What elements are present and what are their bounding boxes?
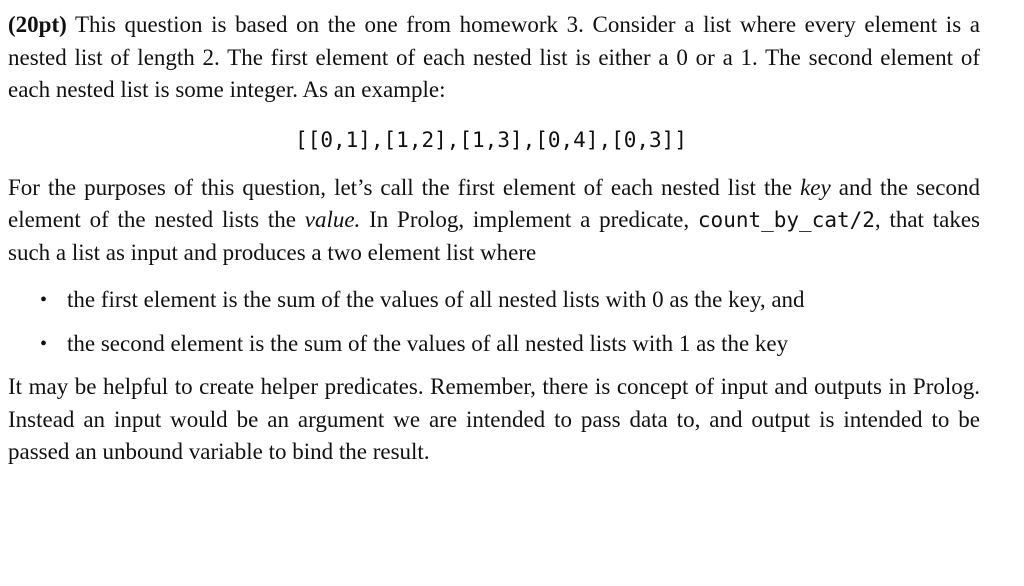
definition-text-2: and the second element of the nested lists the — [8, 174, 980, 232]
list-item — [8, 328, 980, 361]
intro-text: This question is based on the one from homework 3. Consider a list where every element is a nested list of length 2. The first element of each nested list is either a 0 or a 1. The second element of each nested list is some integer. As an example: — [8, 12, 980, 102]
definition-text-1: For the purposes of this question, let’s call the first element of each nested list the — [8, 174, 801, 200]
bullet-icon: • — [40, 289, 48, 311]
list-item-text: the second element is the sum of the values of all nested lists with 1 as the key — [67, 330, 789, 356]
list-item-text: the first element is the sum of the values of all nested lists with 0 as the key, and — [67, 287, 805, 312]
requirements-list — [8, 284, 980, 360]
points-label: (20pt) — [8, 12, 67, 37]
value-term: value. — [304, 207, 361, 232]
definition-text-3: In Prolog, implement a predicate, — [360, 207, 698, 232]
definition-paragraph — [8, 172, 980, 270]
definition-text-4: , that takes such a list as input and produces a two element list where — [8, 207, 981, 265]
predicate-name: count_by_cat/2 — [697, 208, 875, 232]
bullet-icon: • — [40, 332, 48, 355]
question-intro-paragraph — [8, 9, 980, 107]
key-term: key — [800, 174, 831, 200]
example-list: [[0,1],[1,2],[1,3],[0,4],[0,3]] — [295, 127, 687, 152]
list-item — [8, 284, 980, 317]
helper-paragraph: It may be helpful to create helper predicates. Remember, there is concept of input and outputs in Prolog. Instead an input would be an argument we are intended to pass data to, and output is intended to be passed an unbound variable to bind the result. — [8, 374, 980, 464]
